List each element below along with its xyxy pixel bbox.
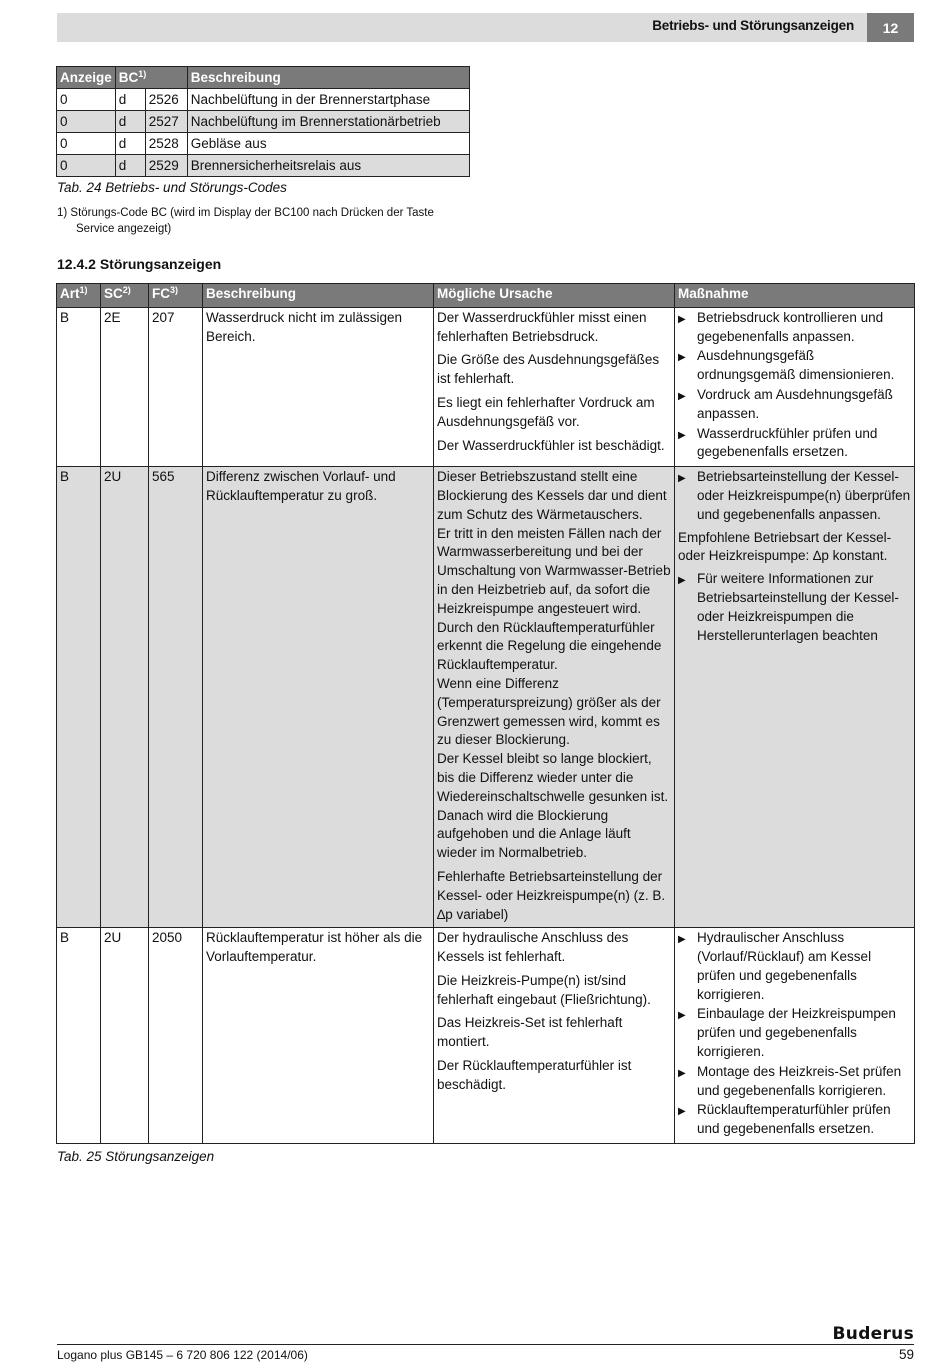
cell-ursache: Der hydraulische Anschluss des Kessels ist fehlerhaft. Die Heizkreis-Pumpe(n) ist/sind fehlerhaft eingebaut (Fließrichtung). Das Heizkreis-Set ist fehlerhaft montiert. Der Rücklauftemperaturfühler ist beschädigt. [434, 928, 675, 1144]
cell: d [115, 111, 145, 133]
cell: d [115, 133, 145, 155]
table-row [57, 467, 915, 928]
col-fc: FC$^{3)}$ [149, 284, 203, 308]
col-beschreibung: Beschreibung [187, 67, 469, 89]
arrow-bullet-icon: ▶ [678, 313, 686, 325]
cell: Brennersicherheitsrelais aus [187, 155, 469, 177]
cell: Gebläse aus [187, 133, 469, 155]
table-25 [56, 283, 915, 1144]
cell: 2528 [145, 133, 187, 155]
table-row [57, 89, 470, 111]
cell-fc: 565 [149, 467, 203, 928]
table-24-footnote: 1) Störungs-Code BC (wird im Display der BC100 nach Drücken der Taste Service angezeigt) [57, 207, 434, 235]
cell-ursache: Dieser Betriebszustand stellt eine Blockierung des Kessels dar und dient zum Schutz des Wärmetauschers. Er tritt in den meisten Fällen nach der Warmwasserbereitung und bei der Umschaltung von Warmwasser-Betrieb in den Heizbetrieb auf, da sofort die Heizkreispumpe angesteuert wird. Durch den Rücklauftemperaturfühler erkennt die Regelung die eingehende Rücklauftemperatur. Wenn eine Differenz (Temperaturspreizung) größer als der Grenzwert gemessen wird, kommt es zu dieser Blockierung. Der Kessel bleibt so lange blockiert, bis die Differenz wieder unter die Wiedereinschaltschwelle gesunken ist. Danach wird die Blockierung aufgehoben und die Anlage läuft wieder im Normalbetrieb. Fehlerhafte Betriebsarteinstellung der Kessel- oder Heizkreispumpe(n) (z. B. ∆p variabel) [434, 467, 675, 928]
col-sc: SC$^{2)}$ [101, 284, 149, 308]
running-header-title: Betriebs- und Störungsanzeigen [652, 18, 854, 33]
cell-beschreibung: Rücklauftemperatur ist höher als die Vorlauftemperatur. [203, 928, 434, 1144]
cell-massnahme: ▶ Betriebsarteinstellung der Kessel- oder Heizkreispumpe(n) überprüfen und gegebenenfalls anpassen. Empfohlene Betriebsart der Kessel- oder Heizkreispumpe: ∆p konstant. ▶ Für weitere Informationen zur Betriebsarteinstellung der Kessel- oder Heizkreispumpen die Herstellerunterlagen beachten [675, 467, 915, 928]
arrow-bullet-icon: ▶ [678, 934, 686, 946]
cell: 0 [57, 155, 116, 177]
col-beschreibung: Beschreibung [203, 284, 434, 308]
cell: 0 [57, 133, 116, 155]
cell-ursache: Der Wasserdruckfühler misst einen fehlerhaften Betriebsdruck. Die Größe des Ausdehnungsgefäßes ist fehlerhaft. Es liegt ein fehlerhafter Vordruck am Ausdehnungsgefäß vor. Der Wasserdruckfühler ist beschädigt. [434, 307, 675, 466]
cell: Nachbelüftung in der Brennerstartphase [187, 89, 469, 111]
col-bc: BC$^{1)}$ [115, 67, 187, 89]
cell-massnahme: ▶ Betriebsdruck kontrollieren und gegebenenfalls anpassen. ▶ Ausdehnungsgefäß ordnungsgemäß dimensionieren. ▶ Vordruck am Ausdehnungsgefäß anpassen. ▶ Wasserdruckfühler prüfen und gegebenenfalls ersetzen. [675, 307, 915, 466]
cell: 0 [57, 89, 116, 111]
arrow-bullet-icon: ▶ [678, 1106, 686, 1118]
section-heading: 12.4.2 Störungsanzeigen [57, 256, 222, 272]
cell-massnahme: ▶ Hydraulischer Anschluss (Vorlauf/Rücklauf) am Kessel prüfen und gegebenenfalls korrigieren. ▶ Einbaulage der Heizkreispumpen prüfen und gegebenenfalls korrigieren. ▶ Montage des Heizkreis-Set prüfen und gegebenenfalls korrigieren. ▶ Rücklauftemperaturfühler prüfen und gegebenenfalls ersetzen. [675, 928, 915, 1144]
table-24-caption: Tab. 24 Betriebs- und Störungs-Codes [57, 180, 287, 195]
cell: 0 [57, 111, 116, 133]
arrow-bullet-icon: ▶ [678, 1067, 686, 1079]
table-24 [56, 66, 470, 177]
cell-art: B [57, 307, 101, 466]
table-row [57, 928, 915, 1144]
arrow-bullet-icon: ▶ [678, 352, 686, 364]
footer-divider [57, 1344, 914, 1345]
cell-beschreibung: Differenz zwischen Vorlauf- und Rücklauftemperatur zu groß. [203, 467, 434, 928]
table-25-caption: Tab. 25 Störungsanzeigen [57, 1149, 215, 1164]
cell-art: B [57, 467, 101, 928]
table-header-row [57, 284, 915, 308]
cell: 2529 [145, 155, 187, 177]
cell-fc: 207 [149, 307, 203, 466]
arrow-bullet-icon: ▶ [678, 1010, 686, 1022]
page-number: 59 [898, 1347, 914, 1362]
cell-sc: 2U [101, 467, 149, 928]
cell-beschreibung: Wasserdruck nicht im zulässigen Bereich. [203, 307, 434, 466]
arrow-bullet-icon: ▶ [678, 575, 686, 587]
arrow-bullet-icon: ▶ [678, 429, 686, 441]
table-row [57, 155, 470, 177]
cell-fc: 2050 [149, 928, 203, 1144]
cell-sc: 2U [101, 928, 149, 1144]
cell: d [115, 155, 145, 177]
table-row [57, 111, 470, 133]
table-header-row [57, 67, 470, 89]
cell: 2527 [145, 111, 187, 133]
footer-document-id: Logano plus GB145 – 6 720 806 122 (2014/06) [57, 1348, 308, 1362]
col-art: Art$^{1)}$ [57, 284, 101, 308]
col-anzeige: Anzeige [57, 67, 116, 89]
cell: d [115, 89, 145, 111]
arrow-bullet-icon: ▶ [678, 390, 686, 402]
brand-logo: Buderus [832, 1324, 914, 1344]
cell: 2526 [145, 89, 187, 111]
cell-sc: 2E [101, 307, 149, 466]
col-massnahme: Maßnahme [675, 284, 915, 308]
cell: Nachbelüftung im Brennerstationärbetrieb [187, 111, 469, 133]
table-row [57, 133, 470, 155]
chapter-number: 12 [867, 13, 914, 42]
running-header [57, 13, 914, 42]
cell-art: B [57, 928, 101, 1144]
table-row [57, 307, 915, 466]
col-ursache: Mögliche Ursache [434, 284, 675, 308]
arrow-bullet-icon: ▶ [678, 473, 686, 485]
